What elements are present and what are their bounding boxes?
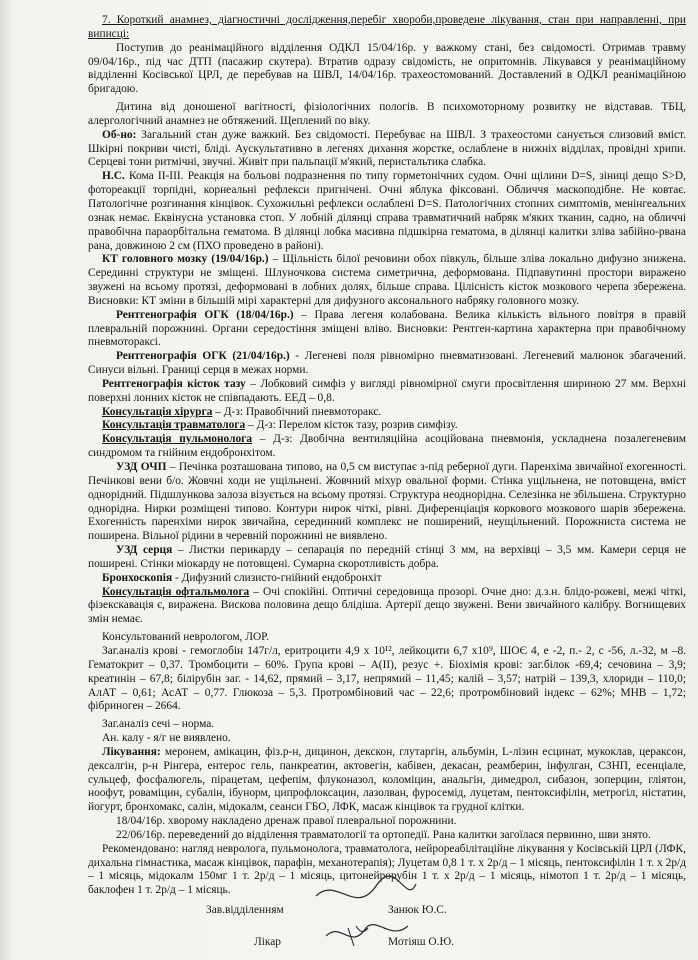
- transfer-line: 22/06/16р. переведений до відділення травматології та ортопедії. Рана калитки загоїлася первинно, шви знято.: [116, 828, 651, 841]
- treatment-label: Лікування:: [102, 745, 161, 758]
- xray2-label: Рентгенографія ОГК (21/04/16р.): [116, 350, 290, 363]
- bronchoscopy-text: - Дифузний слизисто-гнійний ендобронхіт: [172, 571, 382, 584]
- doctor-signature-name: Мотіяш О.Ю.: [388, 936, 455, 948]
- pelvis-text: – Лобковий симфіз у вигляді рівномірної смуги просвітлення шириною 27 мм. Верхні поверхні лонних кісток не співпадають. ЕЕД – 0,8.: [88, 377, 686, 404]
- ct-text: – Щільність білої речовини обох півкуль, більше зліва локально дифузно знижена. Серединні структури не зміщені. Шлуночкова система симетрична, деформована. Підпавутинні простори виражено звужені на всьому протязі, деформовані в лобних долях, більше справа. Цілісність кісток мозкового черепа збережена. Висновки: КТ зміни в більшій мірі характерні для дифузного аксонального набряку головного мозку.: [88, 253, 686, 307]
- trauma-consult-text: – Д-з: Перелом кісток тазу, розрив симфізу.: [245, 419, 458, 432]
- xray1-paragraph: [88, 309, 686, 351]
- neuro-paragraph: [88, 170, 686, 253]
- heart-us-text: – Листки перикарду – сепарація по передній стінці 3 мм, на верхівці – 3,5 мм. Камери серця не поширені. Стінки міокарду не потовщені. Сумарна скоротливість добра.: [88, 544, 686, 570]
- section-heading: 7. Короткий анамнез, діагностичні дослідження,перебіг хвороби,проведене лікування, стан при направленні, при виписці:: [88, 14, 686, 40]
- bronchoscopy-label: Бронхоскопія: [102, 571, 173, 584]
- heart-us: [88, 544, 686, 572]
- abdominal-us: [88, 461, 686, 544]
- doctor-signature-label: Лікар: [254, 936, 282, 948]
- treatment-paragraph: [88, 746, 686, 815]
- ophthalmology-consult-label: Консультація офтальмолога: [102, 585, 250, 598]
- treatment-text: меронем, амікацин, фіз.р-н, дицинон, декскон, глутаргін, альбумін, L-лізин есцинат, мукоклав, цераксон, дексалгін, р-н Рінгера, ентерос гель, панкреатин, актовегін, кабівен, декасан, реамберин, інфулган, СЗНП, есенціале, сульцеф, фосфалюгель, пірацетам, цефепім, флуконазол, коломіцин, анальгін, димедрол, сибазон, зоперцин, гліятон, ноофут, ровамiцин, субалін, ібунорм, ципрофлоксацин, лазолван, фуросемід, луцетам, пентоксифілін, метрогіл, ністатин, йогурт, бронхомакс, салін, мідокалм, сеанси ГБО, ЛФК, масаж кінцівок та грудної клітки.: [88, 745, 686, 814]
- abdominal-us-label: УЗД ОЧП: [116, 461, 167, 473]
- history-paragraph: Дитина від доношеної вагітності, фізіологічних пологів. В психомоторному розвитку не відставав. ТБЦ, алергологічний анамнез не обтяжений. Щеплений по віку.: [88, 101, 686, 127]
- xray2-paragraph: [88, 350, 686, 378]
- surgeon-consult: [88, 406, 686, 420]
- abdominal-us-text: – Печінка розташована типово, на 0,5 см виступає з-під реберної дуги. Паренхіма звичайної ехогенності. Печінкові вени б/о. Жовчні ходи не ущільнені. Жовчний міхур овальної форми. Стінка ущільнена, не потовщена, вміст однорідний. Підшлункова залоза візується на всьому протязі. Структура неоднорідна. Селезінка не збільшена. Структурно однорідна. Нирки розміщені типово. Контури нирок чіткі, рівні. Диференціація коркового мозкового шарів збережена. Ехогенність паренхіми нирок звичайна, серединний комплекс не поширений, неущільнений. Порожниста система не поширена. Вільної рідини в черевній порожнині не виявлено.: [88, 461, 686, 543]
- drainage-line: 18/04/16р. хворому накладено дренаж правої плевральної порожнини.: [116, 815, 457, 828]
- xray1-text: – Права легеня колабована. Велика кількість вільного повітря в правій плевральній порожнині. Органи середостіння зміщені вліво. Висновки: Рентген-картина характерна при правобічному пневмотораксі.: [88, 308, 687, 349]
- exam-text: Загальний стан дуже важкий. Без свідомості. Перебуває на ШВЛ. З трахеостоми санується слизовий вміст. Шкірні покриви чисті, бліді. Аускультативно в легенях дихання жорстке, ослаблене в нижніх відділах, провідні хрипи. Серцеві тони ритмічні, звучні. Живіт при пальпації м'який, перистальтика слабка.: [88, 128, 686, 169]
- urine-analysis: Заг.аналіз сечі – норма.: [102, 718, 215, 731]
- recommendations: Рекомендовано: нагляд невролога, пульмонолога, травматолога, нейрореабілітаційне лікування у Косівській ЦРЛ (ЛФК, дихальна гімнастика, масаж кінцівок, парафін, механотерапія); Луцетам 0,8 1 т. х 2р/д – 1 місяць, пентоксифілін 1 т. х 2р/д – 1 місяць, мідокалм 150мг 1 т. 2р/д – 1 місяць, цитонейрорубін 1 т. х 2р/д – 1 місяць, німотоп 1 т. 2р/д – 1 місяць, баклофен 1 т. 2р/д – 1 місяць.: [88, 842, 686, 897]
- trauma-consult: [88, 419, 686, 433]
- head-signature-label: Зав.відділенням: [206, 904, 284, 916]
- surgeon-consult-label: Консультація хірурга: [102, 405, 213, 418]
- stool-analysis: Ан. калу - я/г не виявлено.: [102, 732, 231, 745]
- neuro-text: Кома II-III. Реакція на больові подразнення по типу горметонічних судом. Очні щілини D=S, зіниці дещо S>D, фотореакції торпідні, корнеальні рефлекси пригнічені. Очні яблука фіксовані. Обличчя маскоподібне. Не ковтає. Патологічне розгинання кінцівок. Сухожильні рефлекси ослаблені D=S. Патологічних стопних симптомів, менінгеальних ознак немає. Еквінусна установка стоп. У лобній ділянці справа травматичний набряк м'яких тканин, садно, на обличчі правобічна параорбітальна гематома. В ділянці лобка масивна підшкірна гематома, в ділянці калитки зліва забійно-рвана рана, довжиною 2 см (ПХО проведено в районі).: [88, 170, 686, 252]
- pulmo-consult: [88, 433, 686, 461]
- ct-paragraph: [88, 253, 686, 308]
- pulmo-consult-label: Консультація пульмонолога: [102, 433, 253, 446]
- xray1-label: Рентгенографія ОГК (18/04/16р.): [116, 308, 294, 321]
- discharge-text: [88, 14, 686, 898]
- pulmo-consult-text: – Д-з: Двобічна вентиляційна асоційована пневмонія, ускладнена позалегеневим синдромом та гнійним ендобронхітом.: [88, 433, 686, 460]
- heart-us-label: УЗД серця: [116, 544, 173, 557]
- exam-paragraph: [88, 129, 686, 171]
- bronchoscopy: [88, 572, 686, 586]
- pelvis-label: Рентгенографія кісток тазу: [102, 377, 246, 390]
- admission-paragraph: Поступив до реанімаційного відділення ОДКЛ 15/04/16р. у важкому стані, без свідомості. Отримав травму 09/04/16р., під час ДТП (пасажир скутера). Втратив одразу свідомість, не опритомнів. Лікувався у реанімаційному відділенні Косівської ЦРЛ, де перебував на ШВЛ, 14/04/16р. трахеостомований. Доставлений в ОДКЛ реанімаційною бригадою.: [88, 41, 686, 96]
- surgeon-consult-text: – Д-з: Правобічний пневмоторакс.: [212, 405, 382, 418]
- trauma-consult-label: Консультація травматолога: [102, 419, 246, 432]
- ct-label: КТ головного мозку (19/04/16р.): [102, 253, 269, 266]
- ophthalmology-consult-text: – Очі спокійні. Оптичні середовища прозорі. Очне дно: д.з.н. блідо-рожеві, межі чіткі, фізекскавація є, виражена. Вискова половина дещо блідіша. Артерії дещо звужені. Вени звичайного калібру. Вогнищевих змін немає.: [88, 585, 686, 626]
- exam-label: Об-но:: [102, 128, 137, 141]
- handwritten-signature-icon: [296, 866, 436, 956]
- consulted-line: Консультований неврологом, ЛОР.: [102, 631, 269, 644]
- ophthalmology-consult: [88, 586, 686, 628]
- lab-results: Заг.аналіз крові - гемоглобін 147г/л, еритроцити 4,9 х 10¹², лейкоцити 6,7 х10⁹, ШОЄ 4, е -2, п.- 2, с -56, л.-32, м –8. Гематокрит – 0,37. Тромбоцити – 60%. Група крові – А(II), резус +. Біохімія крові: заг.білок -69,4; сечовина – 3,9; креатинін – 67,8; білірубін заг. - 14,62, прямий – 3,17, непрямий – 11,45; калій – 3,57; натрій – 139,3, хлориди – 110,0; АлАТ – 0,61; АсАТ – 0,77. Глюкоза – 5,3. Протромбіновий час – 22,6; протромбіновий індекс – 62%; МНВ – 1,72; фібриноген – 2664.: [88, 644, 686, 713]
- neuro-label: Н.С.: [102, 170, 125, 183]
- pelvis-paragraph: [88, 378, 686, 406]
- xray2-text: - Легеневі поля рівномірно пневматизовані. Легеневий малюнок збагачений. Синуси вільні. Границі серця в межах норми.: [88, 350, 686, 377]
- head-signature-name: Занюк Ю.С.: [388, 904, 447, 916]
